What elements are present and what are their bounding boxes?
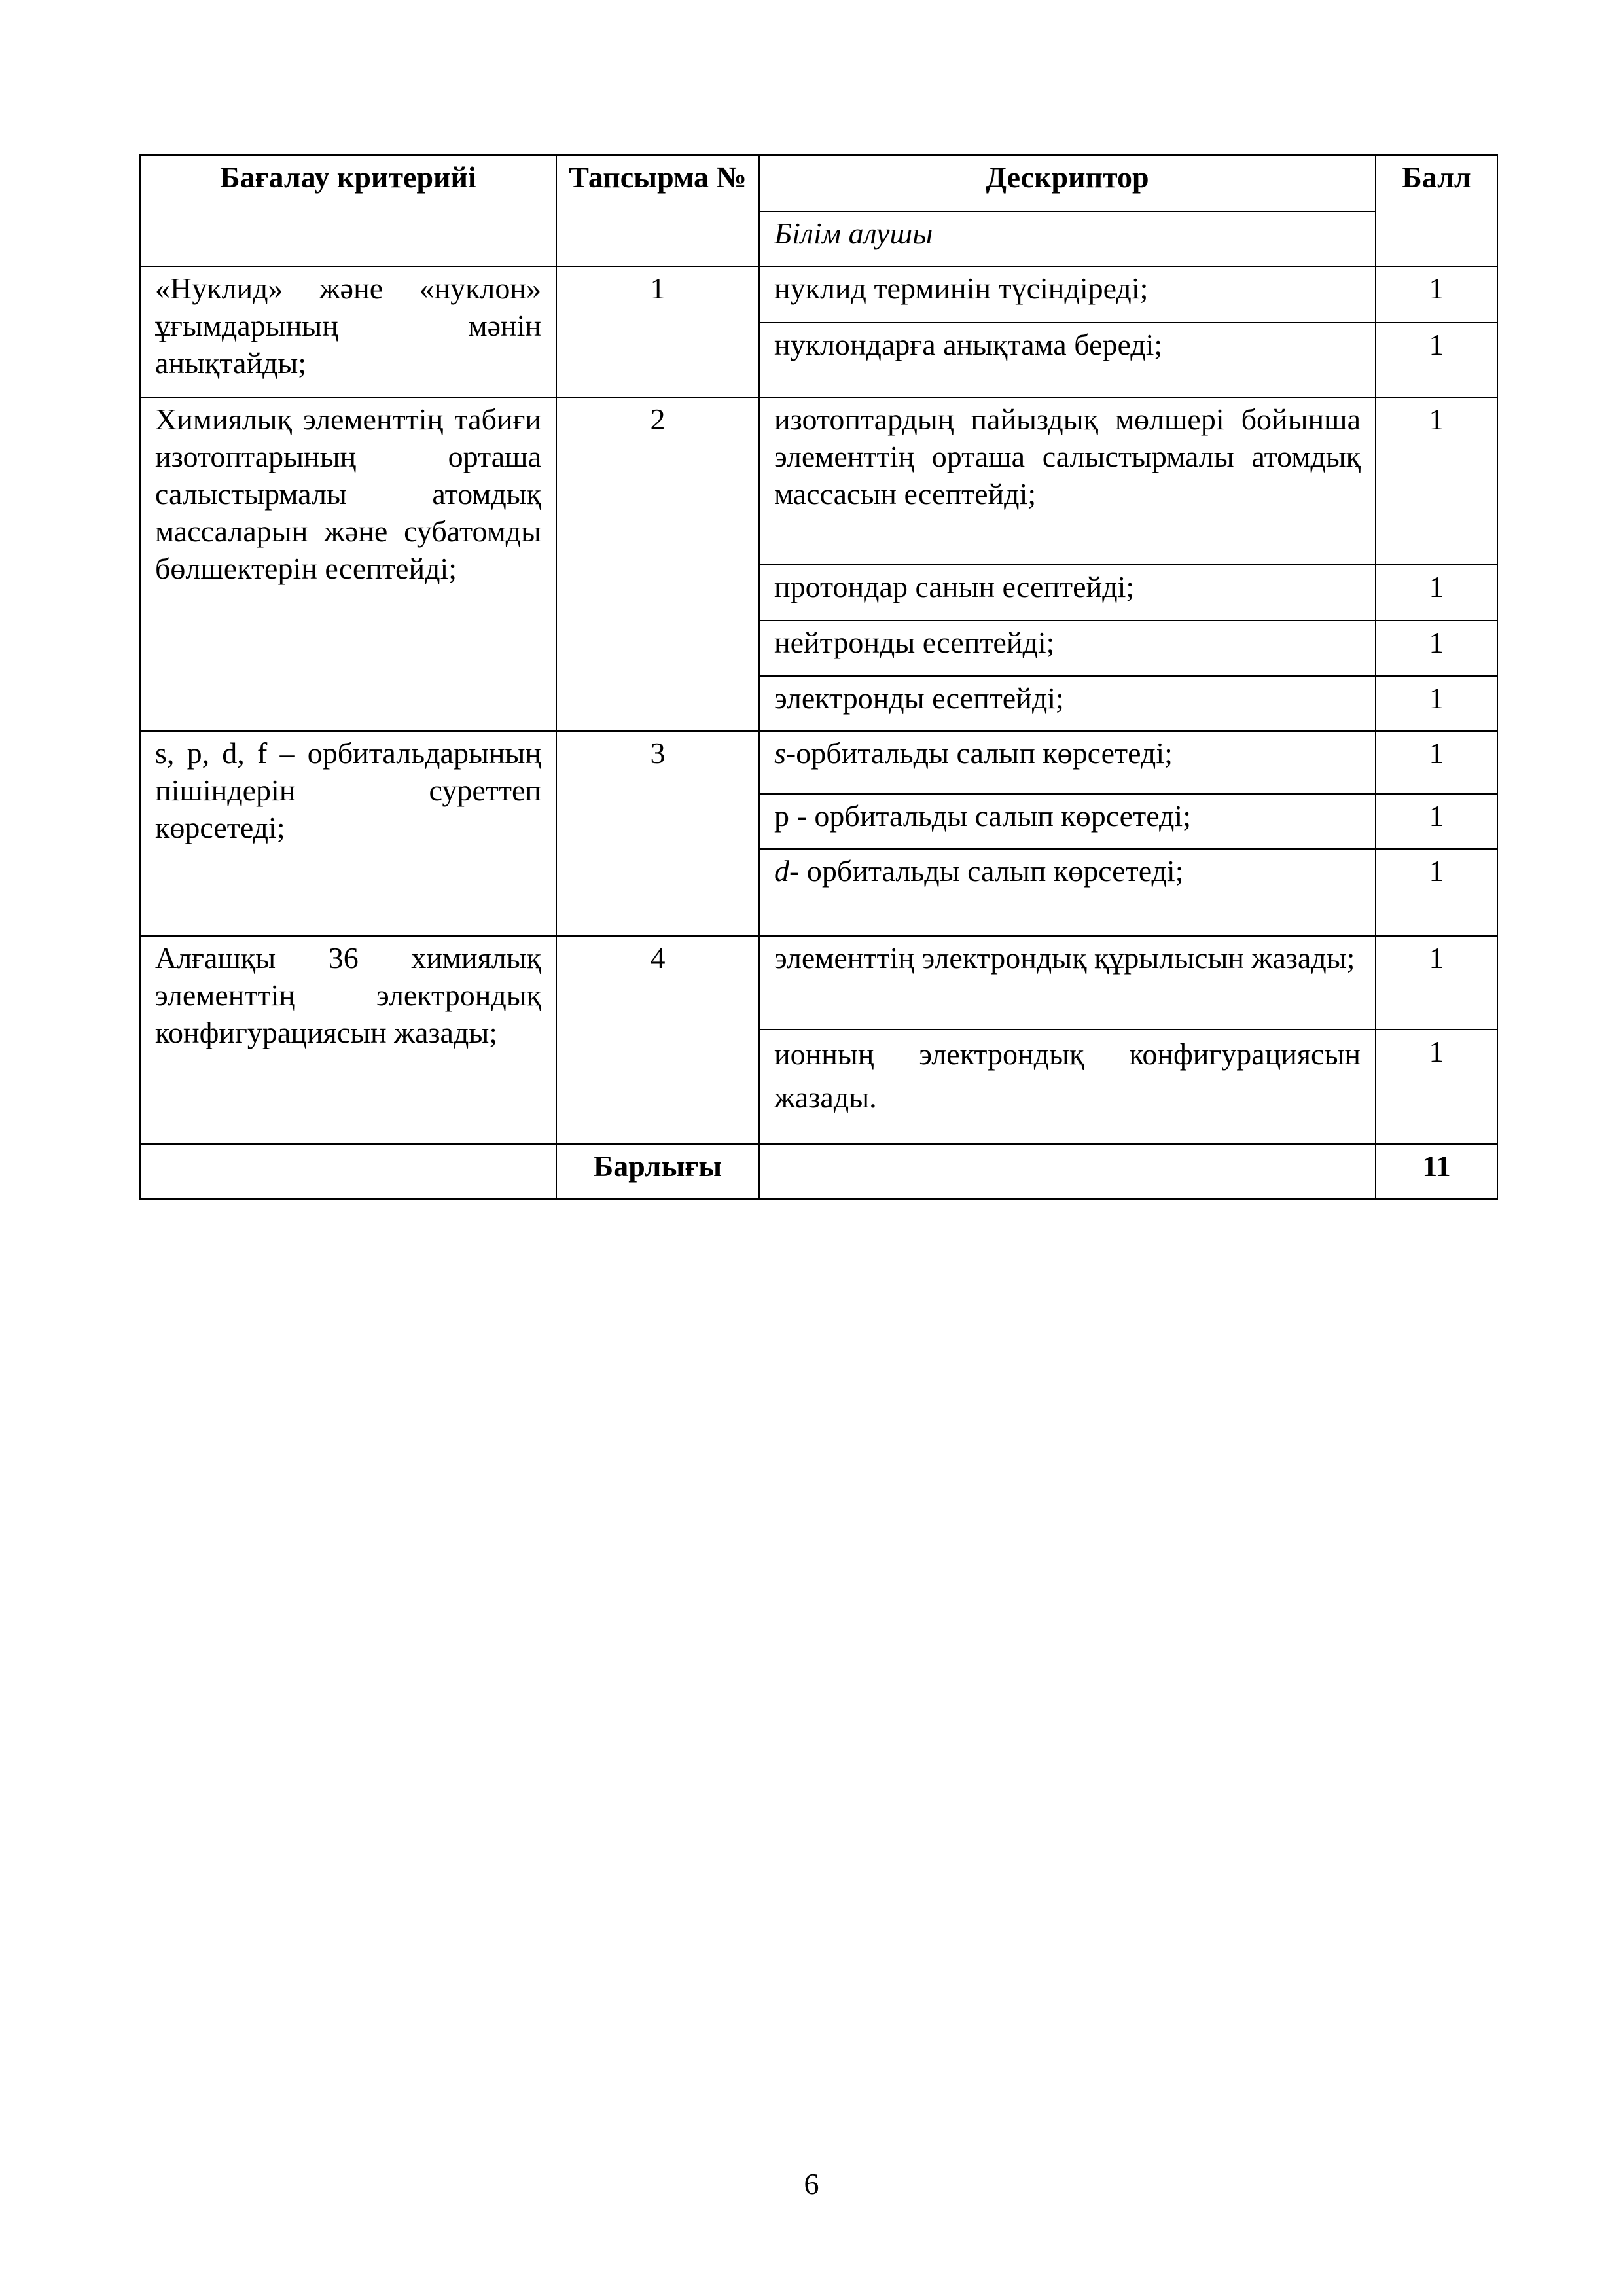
header-learner: Білім алушы bbox=[759, 211, 1376, 266]
score-cell: 1 bbox=[1376, 323, 1497, 397]
header-score: Балл bbox=[1376, 155, 1497, 266]
descriptor-cell: p - орбитальды салып көрсетеді; bbox=[759, 794, 1376, 849]
descriptor-cell: протондар санын есептейді; bbox=[759, 565, 1376, 620]
descriptor-cell: нейтронды есептейді; bbox=[759, 620, 1376, 676]
criterion-cell: Химиялық элементтің табиғи изотоптарының орташа салыстырмалы атомдық массаларын және субатомды бөлшектерін есептейді; bbox=[140, 397, 556, 731]
page-number: 6 bbox=[804, 2167, 819, 2200]
task-number-cell: 1 bbox=[556, 266, 759, 397]
table-row bbox=[140, 731, 1497, 794]
score-cell: 1 bbox=[1376, 794, 1497, 849]
total-row bbox=[140, 1144, 1497, 1199]
empty-cell bbox=[759, 1144, 1376, 1199]
descriptor-text: - орбитальды салып көрсетеді; bbox=[789, 854, 1184, 888]
criterion-cell: «Нуклид» және «нуклон» ұғымдарының мәнін анықтайды; bbox=[140, 266, 556, 397]
total-score: 11 bbox=[1376, 1144, 1497, 1199]
table-row bbox=[140, 936, 1497, 1030]
descriptor-cell: нуклид терминін түсіндіреді; bbox=[759, 266, 1376, 323]
header-task-number bbox=[556, 155, 759, 266]
header-task-label: Тапсырма № bbox=[569, 160, 747, 194]
descriptor-cell: нуклондарға анықтама береді; bbox=[759, 323, 1376, 397]
score-cell: 1 bbox=[1376, 620, 1497, 676]
descriptor-cell: ионның электрондық конфигурациясын жазады. bbox=[759, 1030, 1376, 1144]
score-cell: 1 bbox=[1376, 565, 1497, 620]
descriptor-cell: изотоптардың пайыздық мөлшері бойынша элементтің орташа салыстырмалы атомдық массасын есептейді; bbox=[759, 397, 1376, 565]
descriptor-cell: электронды есептейді; bbox=[759, 676, 1376, 731]
score-cell: 1 bbox=[1376, 936, 1497, 1030]
score-cell: 1 bbox=[1376, 1030, 1497, 1144]
descriptor-text: -орбитальды салып көрсетеді; bbox=[785, 736, 1173, 770]
assessment-rubric-table bbox=[139, 154, 1498, 1200]
score-cell: 1 bbox=[1376, 397, 1497, 565]
table-row bbox=[140, 397, 1497, 565]
header-criteria: Бағалау критерийі bbox=[140, 155, 556, 266]
orbital-letter: s bbox=[774, 736, 786, 770]
criterion-cell: Алғашқы 36 химиялық элементтің электрондық конфигурациясын жазады; bbox=[140, 936, 556, 1144]
task-number-cell: 3 bbox=[556, 731, 759, 936]
table-header-row bbox=[140, 155, 1497, 211]
header-descriptor: Дескриптор bbox=[759, 155, 1376, 211]
score-cell: 1 bbox=[1376, 731, 1497, 794]
descriptor-cell: элементтің электрондық құрылысын жазады; bbox=[759, 936, 1376, 1030]
descriptor-cell bbox=[759, 849, 1376, 936]
descriptor-cell bbox=[759, 731, 1376, 794]
table-row bbox=[140, 266, 1497, 323]
task-number-cell: 2 bbox=[556, 397, 759, 731]
total-label: Барлығы bbox=[556, 1144, 759, 1199]
criterion-cell: s, p, d, f – орбитальдарының пішіндерін суреттеп көрсетеді; bbox=[140, 731, 556, 936]
score-cell: 1 bbox=[1376, 849, 1497, 936]
score-cell: 1 bbox=[1376, 676, 1497, 731]
orbital-letter: d bbox=[774, 854, 789, 888]
empty-cell bbox=[140, 1144, 556, 1199]
score-cell: 1 bbox=[1376, 266, 1497, 323]
task-number-cell: 4 bbox=[556, 936, 759, 1144]
